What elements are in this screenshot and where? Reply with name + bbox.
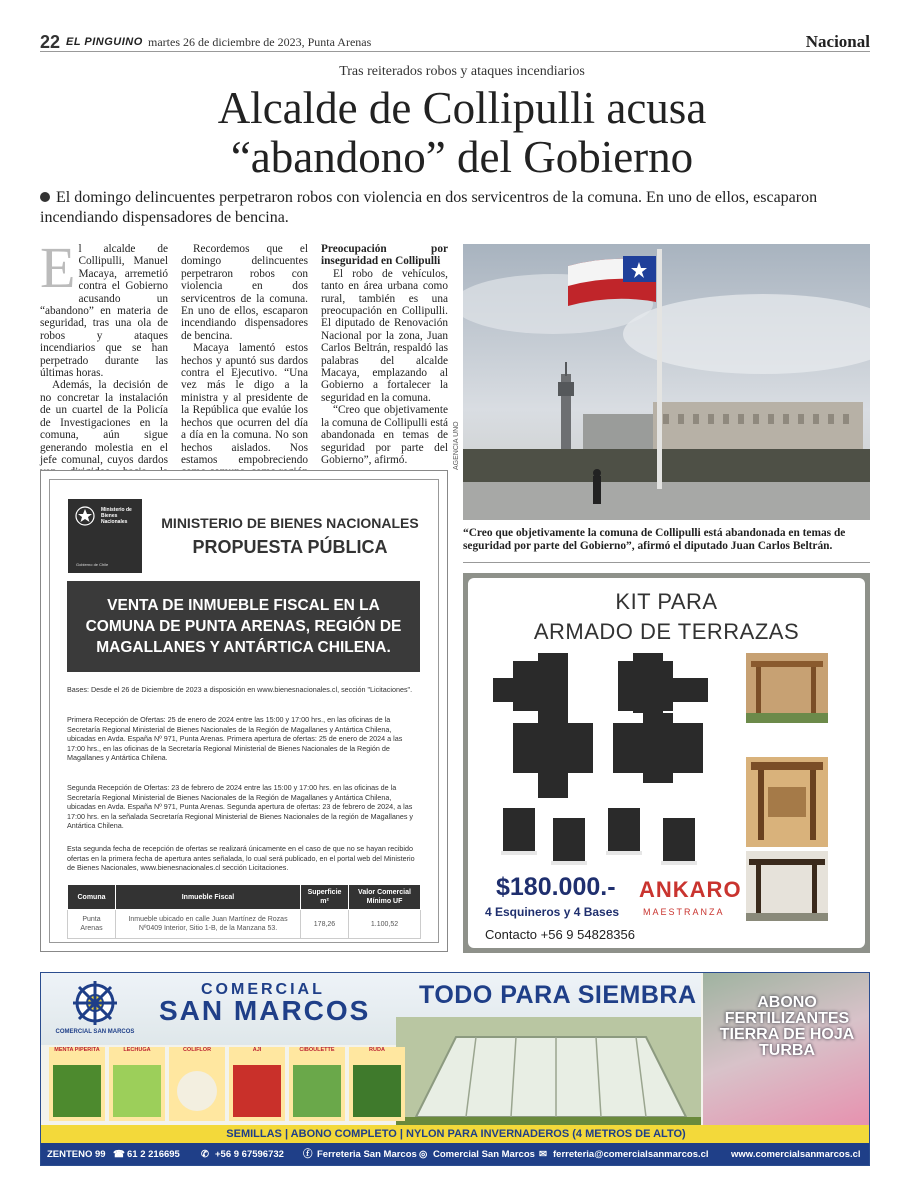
banner-line: COMUNA DE PUNTA ARENAS, REGIÓN DE <box>85 618 402 635</box>
table-row <box>68 910 421 939</box>
newspaper-brand: EL PINGUINO <box>66 36 143 48</box>
seed-packet-ciboulette: CIBOULETTE <box>289 1047 345 1121</box>
seed-packet-menta: MENTA PIPERITA <box>49 1047 105 1121</box>
whatsapp-icon: ✆ <box>201 1149 209 1160</box>
inmueble-table <box>67 884 421 939</box>
ad-bases-text: Bases: Desde el 26 de Diciembre de 2023 a disposición en www.bienesnacionales.cl, sección "Licitaciones". <box>67 685 413 694</box>
kit-title-line: KIT PARA <box>615 589 718 614</box>
kit-contact: Contacto +56 9 54828356 <box>485 927 635 942</box>
table-cell: Punta Arenas <box>68 910 116 939</box>
brackets-product-image <box>493 653 723 868</box>
subheading: Preocupación por inseguridad en Collipulli <box>321 243 448 268</box>
san-marcos-name: SAN MARCOS <box>159 995 371 1026</box>
photo-caption: “Creo que objetivamente la comuna de Collipulli está abandonada en temas de seguridad por parte del Gobierno”, afirmó el diputado Juan Carlos Beltrán. <box>463 527 846 552</box>
issue-date: martes 26 de diciembre de 2023, Punta Arenas <box>148 35 372 49</box>
san-marcos-ad <box>40 972 870 1166</box>
product-line: TIERRA DE HOJA <box>719 1026 855 1043</box>
table-header-row <box>68 885 421 910</box>
drop-cap: E <box>40 235 76 300</box>
logo-text: Ministerio de Bienes Nacionales <box>101 507 132 525</box>
kit-subtitle: 4 Esquineros y 4 Bases <box>485 905 620 919</box>
article-column-1 <box>40 235 168 504</box>
facebook: Ferreteria San Marcos <box>317 1149 417 1160</box>
paragraph: Además, la decisión de no concretar la instalación de un cuartel de la Policía de Investigaciones en la comuna, aún sigue generando molestia en el jefe comunal, cuyos dardos <box>40 379 168 466</box>
product-line: ABONO <box>757 994 817 1011</box>
facebook-icon: ⓕ <box>303 1149 313 1160</box>
banner-line: MAGALLANES Y ANTÁRTICA CHILENA. <box>96 639 391 656</box>
headline-line-2: “abandono” del Gobierno <box>230 132 694 182</box>
table-header: Superficie m² <box>301 885 349 910</box>
paragraph: Macaya lamentó estos hechos y apuntó sus dardos contra el Ejecutivo. “Una vez más le digo a la ministra y al presidente de la República que evalúe los hechos que ocurren del día a día en la comuna. No son hechos aislados. Nos estamos empobreciendo <box>181 342 308 466</box>
seed-packet-lechuga: LECHUGA <box>109 1047 165 1121</box>
headline-line-1: Alcalde de Collipulli acusa <box>217 83 707 133</box>
ministerio-ad <box>40 470 448 952</box>
logo-subtext: Gobierno de Chile <box>76 562 109 567</box>
logo-label: COMERCIAL SAN MARCOS <box>55 1029 135 1035</box>
phone-icon: ☎ <box>113 1149 125 1160</box>
table-cell: Inmueble ubicado en calle Juan Martínez de Rozas Nº0409 Interior, Sitio 1-B, de la Manzana 53. <box>116 910 301 939</box>
table-header: Inmueble Fiscal <box>116 885 301 910</box>
whatsapp: +56 9 67596732 <box>215 1149 284 1160</box>
table-header: Comuna <box>68 885 116 910</box>
kit-title-line: ARMADO DE TERRAZAS <box>533 619 800 644</box>
table-cell: 1.100,52 <box>349 910 421 939</box>
email-icon: ✉ <box>539 1149 547 1160</box>
phone: 61 2 216695 <box>127 1149 180 1160</box>
address: ZENTENO 99 <box>47 1149 106 1160</box>
contact-footer <box>41 1143 870 1166</box>
san-marcos-logo <box>49 979 141 1043</box>
ankaro-subbrand: MAESTRANZA <box>643 907 725 917</box>
greenhouse-image <box>396 1017 701 1127</box>
ad-note-text: Esta segunda fecha de recepción de ofertas se realizará únicamente en el caso de que no se hayan recibido ofertas en la primera fecha de apertura antes señalada, lo cual será publicado, en el portal web del Ministerio de Bienes Nacionales, www.bienesnacionales.cl sección Licitaciones. <box>67 844 415 873</box>
seed-packet-aji: AJI <box>229 1047 285 1121</box>
comercial-label: COMERCIAL <box>201 981 325 998</box>
divider <box>463 562 870 563</box>
kit-price: $180.000.- <box>496 873 616 901</box>
website: www.comercialsanmarcos.cl <box>731 1149 861 1160</box>
instagram: Comercial San Marcos <box>433 1149 535 1160</box>
ad-subtitle: PROPUESTA PÚBLICA <box>192 537 388 557</box>
pergola-photo-1 <box>746 653 828 723</box>
gobierno-logo <box>68 499 142 573</box>
ad-banner <box>67 581 420 672</box>
products-list <box>703 995 870 1059</box>
article-photo <box>463 244 870 520</box>
paragraph: El alcalde de Collipulli, Manuel Macaya, arremetió contra el Gobierno acusando un “abandono” en materia de seguridad, tras una ola de robos y ataques incendiarios que se han perpetrado durante las últimas horas. <box>40 235 168 380</box>
article-column-2 <box>181 243 308 504</box>
instagram-icon: ◎ <box>419 1149 428 1160</box>
kit-title <box>463 587 870 647</box>
table-header: Valor Comercial Mínimo UF <box>349 885 421 910</box>
paragraph: El robo de vehículos, tanto en área urbana como rural, también es una preocupación en Collipulli. El diputado de Renovación Nacional por la zona, Juan Carlos Beltrán, respaldó las palabras del alcalde Macaya, emplazando al Gobierno a fortalecer la seguridad en la comuna. <box>321 267 448 404</box>
lede-text: El domingo delincuentes perpetraron robos con violencia en dos servicentros de la comuna. En uno de ellos, escaparon incendiando dispensadores de bencina. <box>40 189 818 226</box>
paragraph: “Creo que objetivamente la comuna de Collipulli está abandonada en temas de seguridad por parte del Gobierno”, afirmó. <box>321 404 448 466</box>
ad-primera-text: Primera Recepción de Ofertas: 25 de enero de 2024 entre las 15:00 y 17:00 hrs., en las oficinas de la Secretaría Regional Ministerial de Bienes Nacionales de la Región de Magallanes y Antártica Chilena, ubicadas en Avda. España Nº 971, Punta Arenas. Primera apertura de ofertas: 25 de enero de 2024 a las 17:00 hrs., en las oficinas de la Secretaría Regional Ministerial de Bienes Nacionales de la Región de Magallanes y Antártica Chilena. <box>67 715 403 763</box>
article-kicker: Tras reiterados robos y ataques incendiarios <box>339 64 585 79</box>
ad-headline: TODO PARA SIEMBRA <box>419 981 697 1009</box>
seed-packet-ruda: RUDA <box>349 1047 405 1121</box>
product-line: TURBA <box>759 1042 815 1059</box>
article-column-3 <box>321 243 448 466</box>
section-name: Nacional <box>805 32 870 51</box>
page-header <box>40 32 870 52</box>
banner-line: VENTA DE INMUEBLE FISCAL EN LA <box>107 597 380 614</box>
table-cell: 178,26 <box>301 910 349 939</box>
product-line: FERTILIZANTES <box>724 1010 850 1027</box>
article-headline <box>0 84 924 182</box>
pergola-photo-3 <box>746 851 828 921</box>
ad-segunda-text: Segunda Recepción de Ofertas: 23 de febrero de 2024 entre las 15:00 y 17:00 hrs. en las oficinas de la Secretaría Regional Ministerial de Bienes Nacionales de la Región de Magallanes y Antártica Chilena, ubicadas en Avda. España Nº 971, Punta Arenas. Segunda apertura de ofertas: 23 de febrero de 2024, a las 17:00 hrs. en la señalada Secretaría Regional Ministerial de Bienes Nacionales de la región de Magallanes y Antártica Chilena. <box>67 783 414 831</box>
products-bar: SEMILLAS | ABONO COMPLETO | NYLON PARA INVERNADEROS (4 METROS DE ALTO) <box>41 1125 870 1143</box>
bullet-icon <box>40 192 50 202</box>
article-lede <box>40 188 870 228</box>
photo-credit: AGENCIA UNO <box>453 421 460 470</box>
seed-packet-coliflor: COLIFLOR <box>169 1047 225 1121</box>
paragraph: Recordemos que el domingo delincuentes perpetraron robos con violencia en dos servicentros de la comuna. En uno de ellos, escaparon incendiando dispensadores de bencina. <box>181 243 308 342</box>
ankaro-brand: ANKARO <box>639 877 742 902</box>
page-number: 22 <box>40 32 61 52</box>
ad-title: MINISTERIO DE BIENES NACIONALES <box>161 515 419 531</box>
email: ferreteria@comercialsanmarcos.cl <box>553 1149 709 1160</box>
pergola-photo-2 <box>746 757 828 847</box>
kit-terrazas-ad <box>463 573 870 953</box>
